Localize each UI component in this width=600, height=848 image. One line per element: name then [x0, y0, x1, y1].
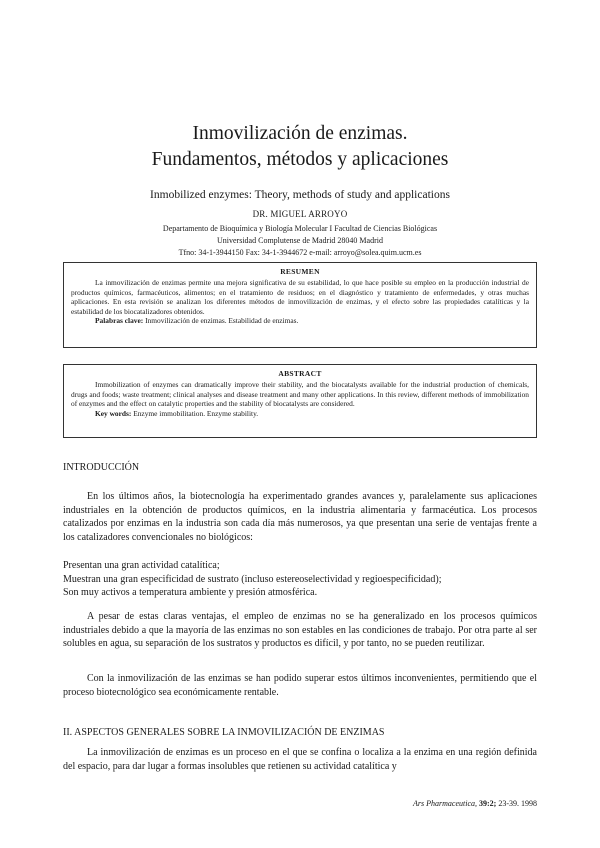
journal-name: Ars Pharmaceutica, [413, 799, 477, 808]
paper-title-line2: Fundamentos, métodos y aplicaciones [151, 149, 449, 170]
abstract-heading: ABSTRACT [278, 369, 322, 378]
advantages-list [63, 559, 537, 600]
list-item: Son muy activos a temperatura ambiente y presión atmosférica. [63, 587, 318, 598]
affiliation-line1: Departamento de Bioquímica y Biología Molecular I Facultad de Ciencias Biológicas [162, 224, 438, 233]
abstract-keywords [64, 409, 536, 419]
journal-pages: 23-39. 1998 [498, 799, 537, 808]
affiliation-line2: Universidad Complutense de Madrid 28040 Madrid [217, 236, 383, 245]
paper-title-line1: Inmovilización de enzimas. [192, 123, 408, 144]
section-heading-aspectos: II. ASPECTOS GENERALES SOBRE LA INMOVILIZACIÓN DE ENZIMAS [63, 727, 385, 738]
resumen-body: La inmovilización de enzimas permite una mejora significativa de su estabilidad, lo que hace posible su empleo en la producción industrial de productos químicos, farmacéuticos, alimentos; en el tratamiento de residuos; en el diagnóstico y tratamiento de enfermedades, y otras muchas aplicaciones. En esta revisión se analizan los diferentes métodos de inmovilización de enzimas, y el efecto sobre las propiedades catalíticas y la estabilidad de los biocatalizadores obtenidos. [71, 278, 529, 316]
abstract-body: Immobilization of enzymes can dramatically improve their stability, and the biocatalysts available for the industrial production of chemicals, drugs and foods; waste treatment; clinical analyses and disease treatment and many other applications. In this review, different methods of immobilization of enzymes and the effect on catalytic properties and the stability of biocatalysts are considered. [71, 380, 529, 408]
abstract-keywords-label: Key words: [95, 408, 132, 418]
resumen-keywords-label: Palabras clave: [95, 316, 144, 325]
intro-paragraph-3: Con la inmovilización de las enzimas se han podido superar estos últimos inconvenientes, permitiendo que el proceso biotecnológico sea económicamente rentable. [63, 673, 537, 698]
section-heading-introduccion: INTRODUCCIÓN [63, 462, 140, 473]
intro-paragraph-2: A pesar de estas claras ventajas, el empleo de enzimas no se ha generalizado en los procesos químicos industriales debido a que la mayoría de las enzimas no son estables en las condiciones de trabajo. Por otra parte al ser solubles en agua, su separación de los sustratos y productos es difícil, y por tanto, no se pueden reutilizar. [63, 611, 537, 649]
resumen-keywords [64, 316, 536, 326]
affiliation-contact: Tfno: 34-1-3944150 Fax: 34-1-3944672 e-mail: arroyo@solea.quim.ucm.es [178, 248, 422, 257]
abstract-box [63, 364, 537, 438]
author-name: DR. MIGUEL ARROYO [252, 209, 348, 219]
list-item: Presentan una gran actividad catalítica; [63, 560, 220, 571]
resumen-heading: RESUMEN [280, 267, 320, 276]
english-subtitle: Inmobilized enzymes: Theory, methods of study and applications [150, 189, 450, 201]
section2-paragraph-1: La inmovilización de enzimas es un proceso en el que se confina o localiza a la enzima en una región definida del espacio, para dar lugar a formas insolubles que retienen su actividad catalítica y [63, 747, 537, 772]
journal-volume: 39:2; [479, 799, 497, 808]
list-item: Muestran una gran especificidad de sustrato (incluso estereoselectividad y regioespecificidad); [63, 573, 442, 585]
resumen-box [63, 262, 537, 348]
resumen-keywords-text: Inmovilización de enzimas. Estabilidad de enzimas. [145, 316, 299, 325]
abstract-keywords-text: Enzyme immobilitation. Enzyme stability. [133, 408, 259, 418]
page-footer-citation [413, 799, 537, 808]
intro-paragraph-1: En los últimos años, la biotecnología ha experimentado grandes avances y, paralelamente sus aplicaciones industriales en la obtención de productos químicos, en la industria alimentaria y farmacéutica. Los procesos catalizados por enzimas en la industria son cada día más numerosos, ya que presentan una serie de ventajas frente a los catalizadores convencionales no biológicos: [63, 491, 537, 543]
